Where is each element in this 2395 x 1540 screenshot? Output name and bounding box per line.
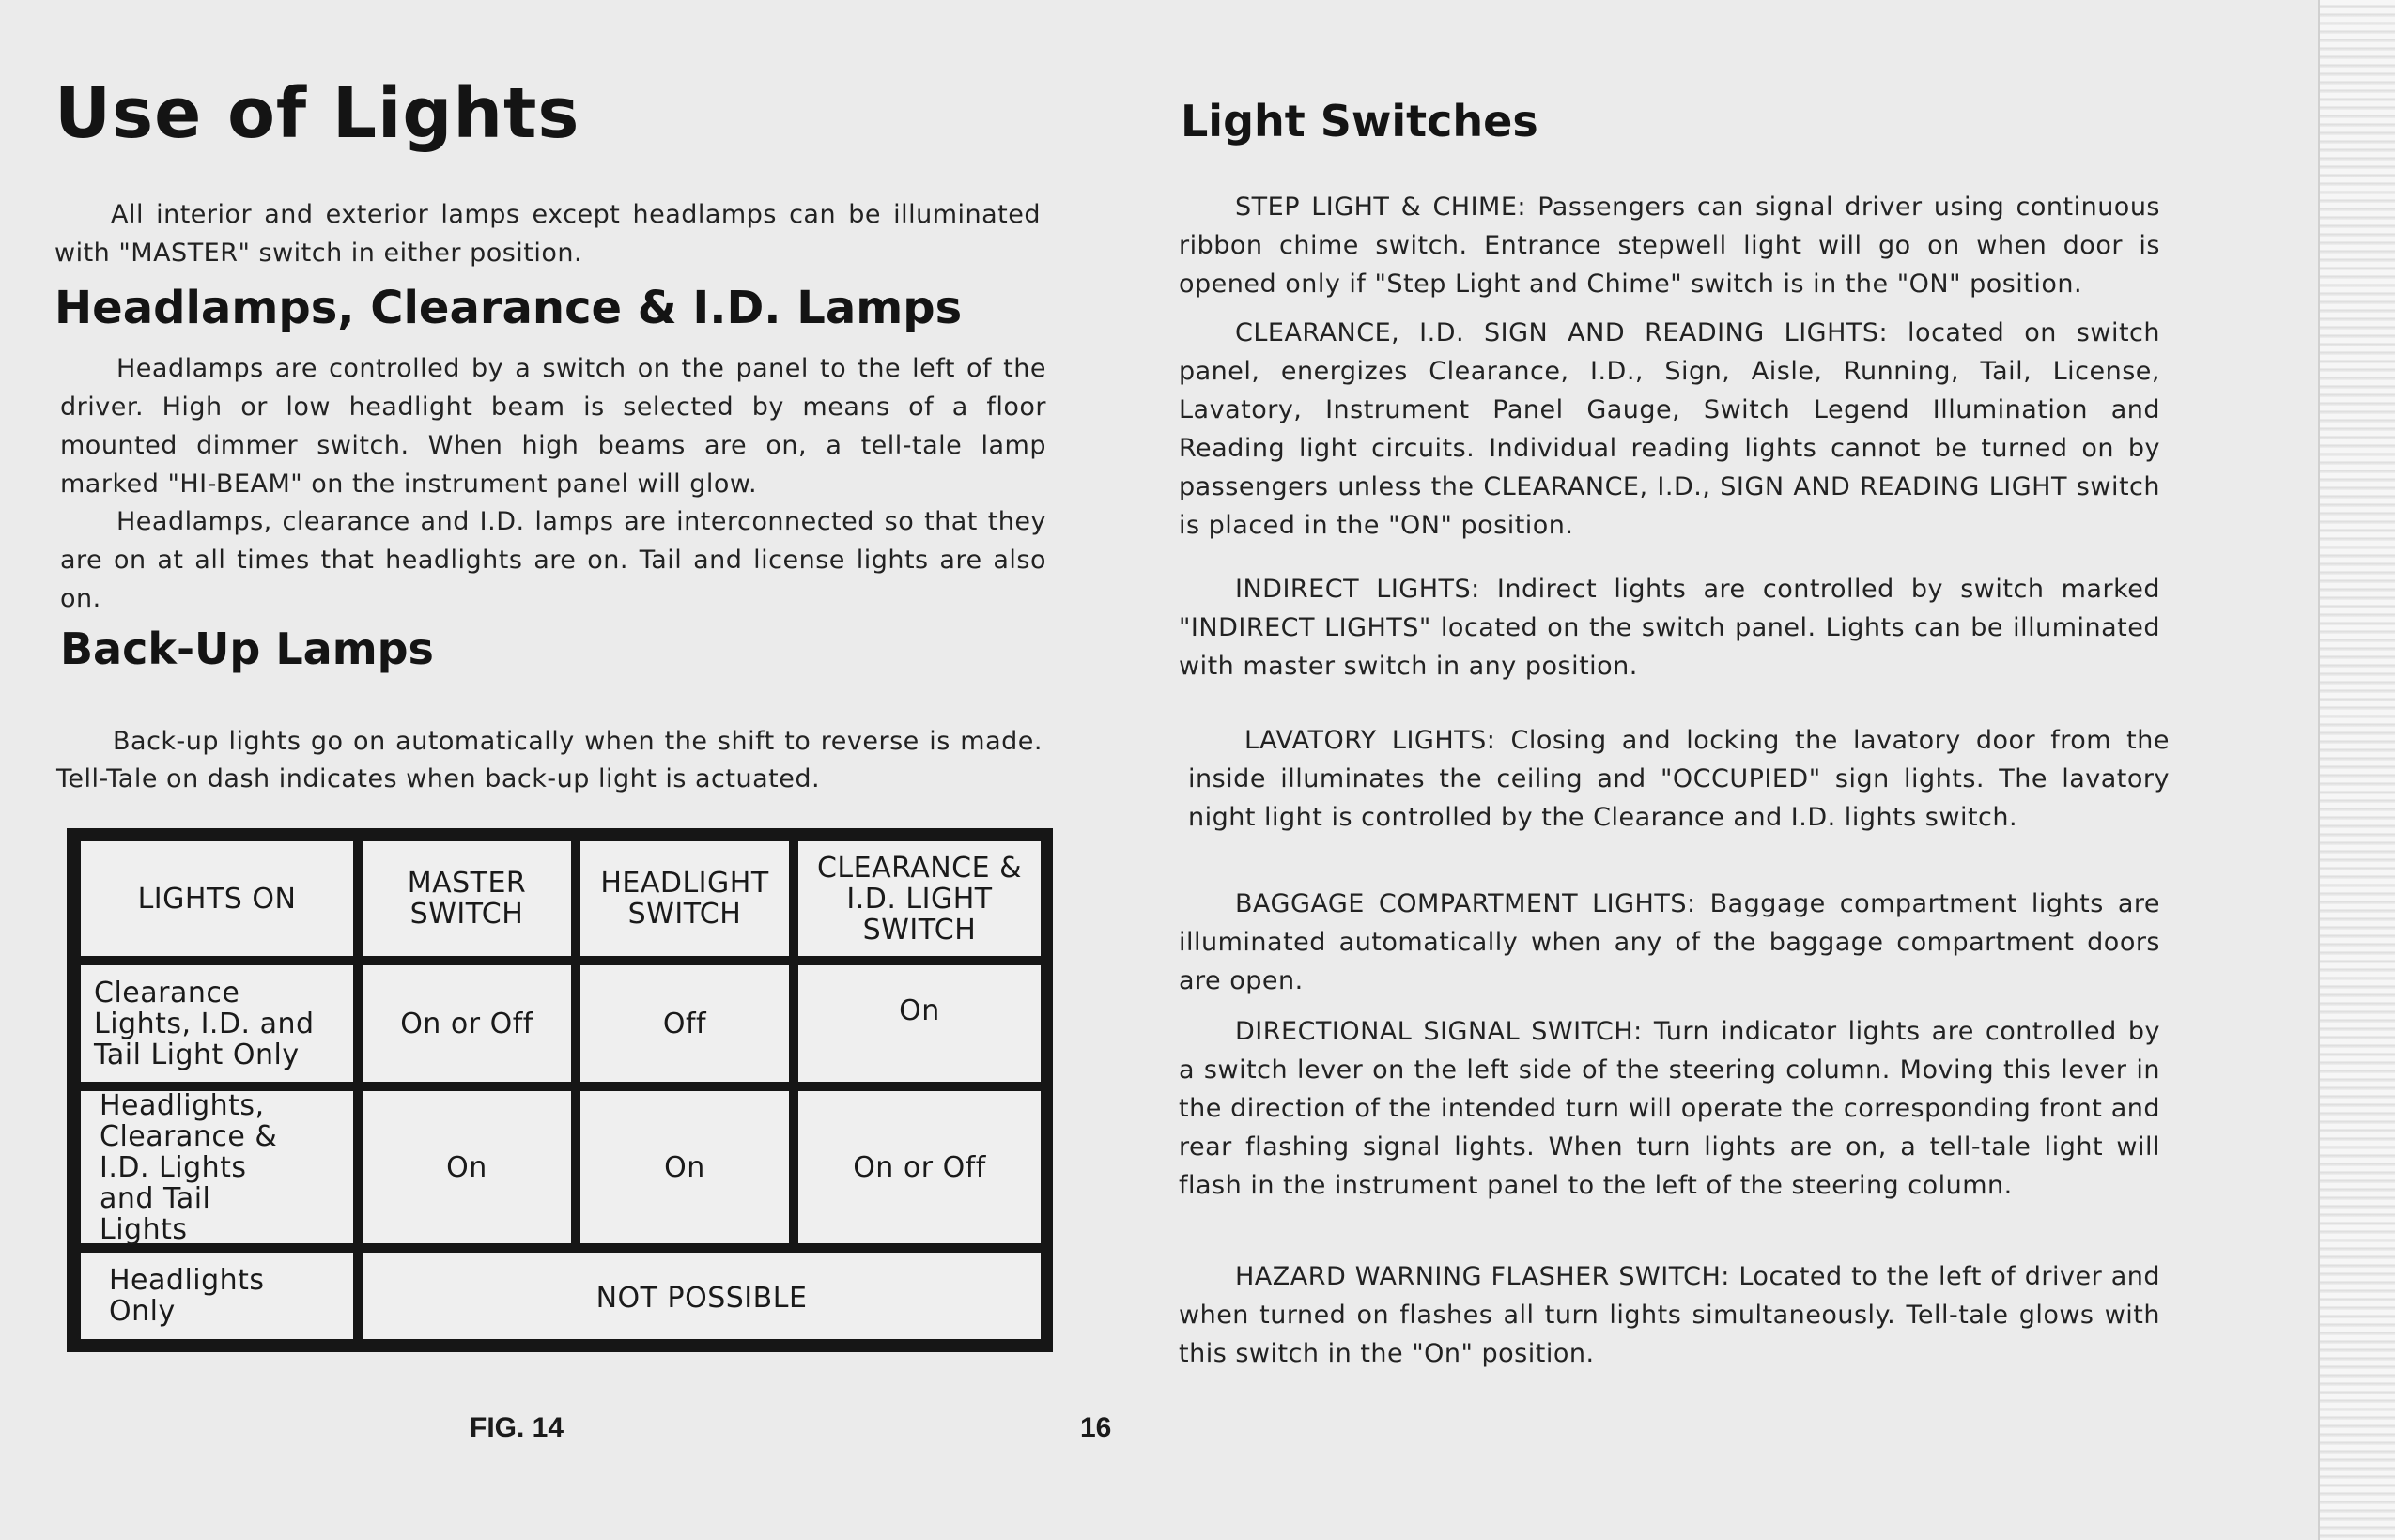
- clearance-paragraph: CLEARANCE, I.D. SIGN AND READING LIGHTS: located on switch panel, energizes Clearance, I.D., Sign, Aisle, Running, Tail, License, Lavatory, Instrument Panel Gauge, Switch Legend Illumination and Reading light circuits. Individual reading lights cannot be turned on by passengers unless the CLEARANCE, I.D., SIGN AND READING LIGHT switch is placed in the "ON" position.: [1179, 318, 2160, 540]
- headlamps-heading: Headlamps, Clearance & I.D. Lamps: [54, 282, 963, 334]
- row2-clearance: On or Off: [798, 1091, 1041, 1243]
- header-master-switch: MASTER SWITCH: [363, 841, 571, 956]
- page-title: Use of Lights: [54, 73, 580, 154]
- indirect-paragraph: INDIRECT LIGHTS: Indirect lights are controlled by switch marked "INDIRECT LIGHTS" located on the switch panel. Lights can be illuminated with master switch in any position.: [1179, 575, 2160, 681]
- row2-master: On: [363, 1091, 571, 1243]
- hazard-paragraph: HAZARD WARNING FLASHER SWITCH: Located to the left of driver and when turned on flashes all turn lights simultaneously. Tell-tale glows with this switch in the "On" position.: [1179, 1262, 2160, 1368]
- page-number: 16: [1080, 1412, 1112, 1443]
- row1-headlight: Off: [580, 965, 789, 1082]
- backup-paragraph: Back-up lights go on automatically when the shift to reverse is made. Tell-Tale on dash indicates when back-up light is actuated.: [56, 727, 1043, 793]
- row3-label: Headlights Only: [81, 1253, 353, 1339]
- row1-label: Clearance Lights, I.D. and Tail Light Only: [81, 965, 353, 1082]
- figure-label: FIG. 14: [470, 1412, 564, 1443]
- baggage-paragraph: BAGGAGE COMPARTMENT LIGHTS: Baggage compartment lights are illuminated automatically when any of the baggage compartment doors are open.: [1179, 889, 2160, 995]
- lights-table: [67, 828, 1053, 1352]
- light-switches-heading: Light Switches: [1181, 96, 1538, 146]
- lavatory-paragraph: LAVATORY LIGHTS: Closing and locking the lavatory door from the inside illuminates the ceiling and "OCCUPIED" sign lights. The lavatory night light is controlled by the Clearance and I.D. lights switch.: [1188, 726, 2170, 832]
- row1-clearance: On: [798, 965, 1041, 1082]
- header-clearance-switch: CLEARANCE & I.D. LIGHT SWITCH: [798, 841, 1041, 956]
- page-edge: [2318, 0, 2395, 1540]
- row2-headlight: On: [580, 1091, 789, 1243]
- row1-master: On or Off: [363, 965, 571, 1082]
- row3-not-possible: NOT POSSIBLE: [363, 1253, 1041, 1339]
- intro-paragraph: All interior and exterior lamps except headlamps can be illuminated with "MASTER" switch in either position.: [54, 200, 1041, 268]
- step-light-paragraph: STEP LIGHT & CHIME: Passengers can signal driver using continuous ribbon chime switch. Entrance stepwell light will go on when door is opened only if "Step Light and Chime" switch is in the "ON" position.: [1179, 192, 2160, 299]
- headlamps-paragraph-1: Headlamps are controlled by a switch on the panel to the left of the driver. High or low headlight beam is selected by means of a floor mounted dimmer switch. When high beams are on, a tell-tale lamp marked "HI-BEAM" on the instrument panel will glow.: [60, 354, 1046, 499]
- backup-heading: Back-Up Lamps: [60, 624, 434, 674]
- header-headlight-switch: HEADLIGHT SWITCH: [580, 841, 789, 956]
- header-lights-on: LIGHTS ON: [81, 841, 353, 956]
- row2-label: Headlights, Clearance & I.D. Lights and Tail Lights: [81, 1091, 353, 1243]
- directional-paragraph: DIRECTIONAL SIGNAL SWITCH: Turn indicator lights are controlled by a switch lever on the left side of the steering column. Moving this lever in the direction of the intended turn will operate the corresponding front and rear flashing signal lights. When turn lights are on, a tell-tale light will flash in the instrument panel to the left of the steering column.: [1179, 1017, 2160, 1200]
- headlamps-paragraph-2: Headlamps, clearance and I.D. lamps are interconnected so that they are on at all times that headlights are on. Tail and license lights are also on.: [60, 507, 1046, 613]
